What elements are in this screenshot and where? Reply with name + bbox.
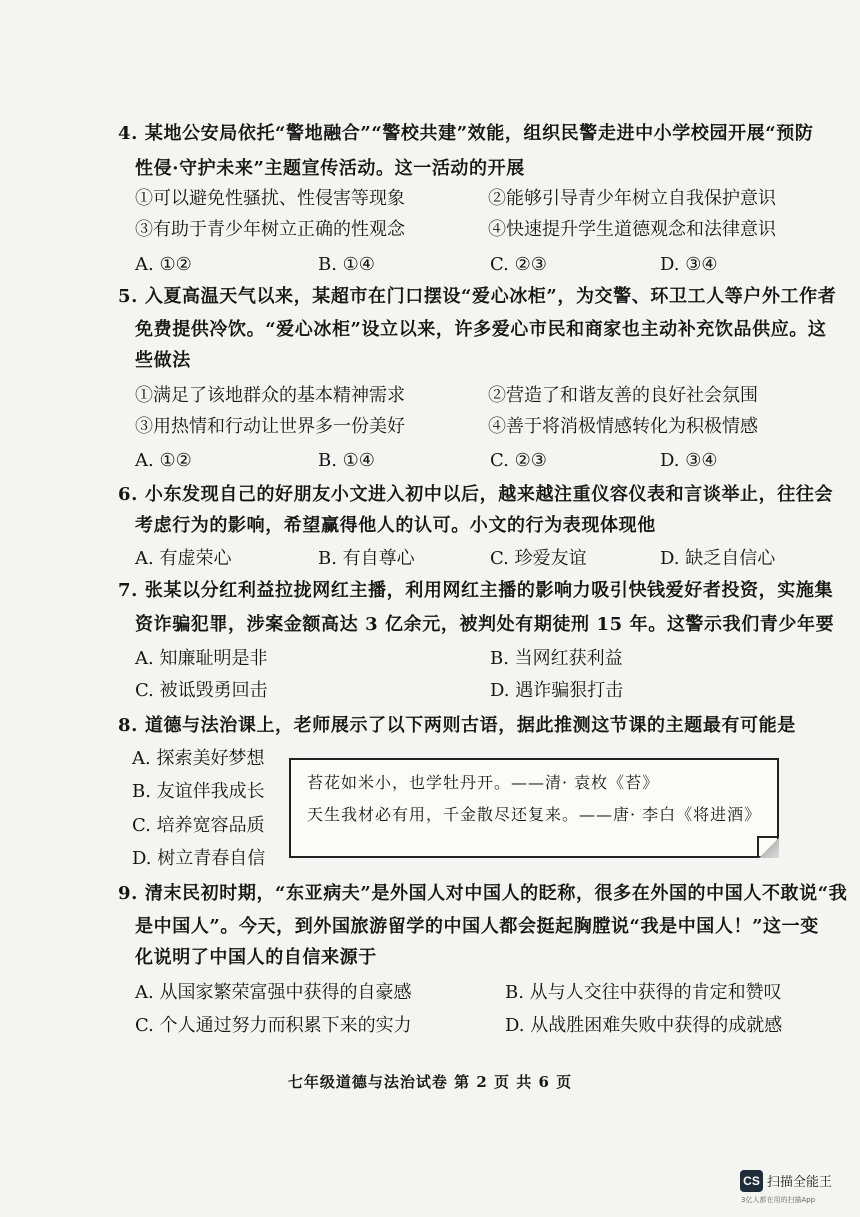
option-d[interactable]: D. 树立青春自信 [132, 848, 266, 869]
option-d[interactable]: D. ③④ [660, 254, 718, 275]
option-a[interactable]: A. 从国家繁荣富强中获得的自豪感 [135, 982, 412, 1003]
question-stem: 性侵·守护未来”主题宣传活动。这一活动的开展 [135, 158, 525, 179]
question-stem: 8. 道德与法治课上，老师展示了以下两则古语，据此推测这节课的主题最有可能是 [118, 715, 796, 736]
option-a[interactable]: A. ①② [135, 254, 192, 275]
statement-item: ②营造了和谐友善的良好社会氛围 [488, 385, 758, 406]
option-b[interactable]: B. 有自尊心 [318, 548, 415, 569]
option-c[interactable]: C. 培养宽容品质 [132, 815, 265, 836]
question-stem: 考虑行为的影响，希望赢得他人的认可。小文的行为表现体现他 [135, 515, 656, 536]
option-a[interactable]: A. 探索美好梦想 [132, 748, 265, 769]
question-stem: 4. 某地公安局依托“警地融合”“警校共建”效能，组织民警走进中小学校园开展“预防 [118, 123, 814, 144]
option-a[interactable]: A. 有虚荣心 [135, 548, 232, 569]
quote-box [289, 758, 779, 858]
question-stem: 化说明了中国人的自信来源于 [135, 947, 377, 968]
watermark-tagline: 3亿人都在用的扫描App [741, 1196, 816, 1204]
option-d[interactable]: D. 遇诈骗狠打击 [490, 680, 624, 701]
option-a[interactable]: A. 知廉耻明是非 [135, 648, 268, 669]
question-stem: 是中国人”。今天，到外国旅游留学的中国人都会挺起胸膛说“我是中国人！”这一变 [135, 916, 819, 937]
option-b[interactable]: B. ①④ [318, 254, 375, 275]
page-footer: 七年级道德与法治试卷 第 2 页 共 6 页 [287, 1073, 573, 1091]
statement-item: ④快速提升学生道德观念和法律意识 [488, 219, 776, 240]
option-b[interactable]: B. 从与人交往中获得的肯定和赞叹 [505, 982, 782, 1003]
option-c[interactable]: C. 珍爱友谊 [490, 548, 587, 569]
camscanner-logo: CS [740, 1170, 763, 1192]
quote-line: 苔花如米小，也学牡丹开。——清· 袁枚《苔》 [307, 773, 660, 792]
option-b[interactable]: B. 友谊伴我成长 [132, 781, 265, 802]
option-c[interactable]: C. 个人通过努力而积累下来的实力 [135, 1015, 412, 1036]
statement-item: ②能够引导青少年树立自我保护意识 [488, 188, 776, 209]
question-stem: 5. 入夏高温天气以来，某超市在门口摆设“爱心冰柜”，为交警、环卫工人等户外工作者 [118, 286, 837, 307]
option-d[interactable]: D. ③④ [660, 450, 718, 471]
statement-item: ①满足了该地群众的基本精神需求 [135, 385, 405, 406]
quote-line: 天生我材必有用，千金散尽还复来。——唐· 李白《将进酒》 [307, 805, 762, 824]
question-stem: 些做法 [135, 350, 191, 371]
option-a[interactable]: A. ①② [135, 450, 192, 471]
question-stem: 资诈骗犯罪，涉案金额高达 3 亿余元，被判处有期徒刑 15 年。这警示我们青少年要 [135, 614, 835, 635]
option-c[interactable]: C. 被诋毁勇回击 [135, 680, 268, 701]
statement-item: ③有助于青少年树立正确的性观念 [135, 219, 405, 240]
statement-item: ④善于将消极情感转化为积极情感 [488, 416, 758, 437]
watermark-app-name: 扫描全能王 [767, 1175, 833, 1190]
question-stem: 9. 清末民初时期，“东亚病夫”是外国人对中国人的眨称，很多在外国的中国人不敢说“我 [118, 883, 848, 904]
option-b[interactable]: B. 当网红获利益 [490, 648, 623, 669]
statement-item: ③用热情和行动让世界多一份美好 [135, 416, 405, 437]
option-b[interactable]: B. ①④ [318, 450, 375, 471]
question-stem: 6. 小东发现自己的好朋友小文进入初中以后，越来越注重仪容仪表和言谈举止，往往会 [118, 484, 834, 505]
option-d[interactable]: D. 缺乏自信心 [660, 548, 776, 569]
question-stem: 免费提供冷饮。“爱心冰柜”设立以来，许多爱心市民和商家也主动补充饮品供应。这 [135, 319, 827, 340]
question-stem: 7. 张某以分红利益拉拢网红主播，利用网红主播的影响力吸引快钱爱好者投资，实施集 [118, 580, 834, 601]
statement-item: ①可以避免性骚扰、性侵害等现象 [135, 188, 405, 209]
option-d[interactable]: D. 从战胜困难失败中获得的成就感 [505, 1015, 783, 1036]
option-c[interactable]: C. ②③ [490, 450, 547, 471]
option-c[interactable]: C. ②③ [490, 254, 547, 275]
